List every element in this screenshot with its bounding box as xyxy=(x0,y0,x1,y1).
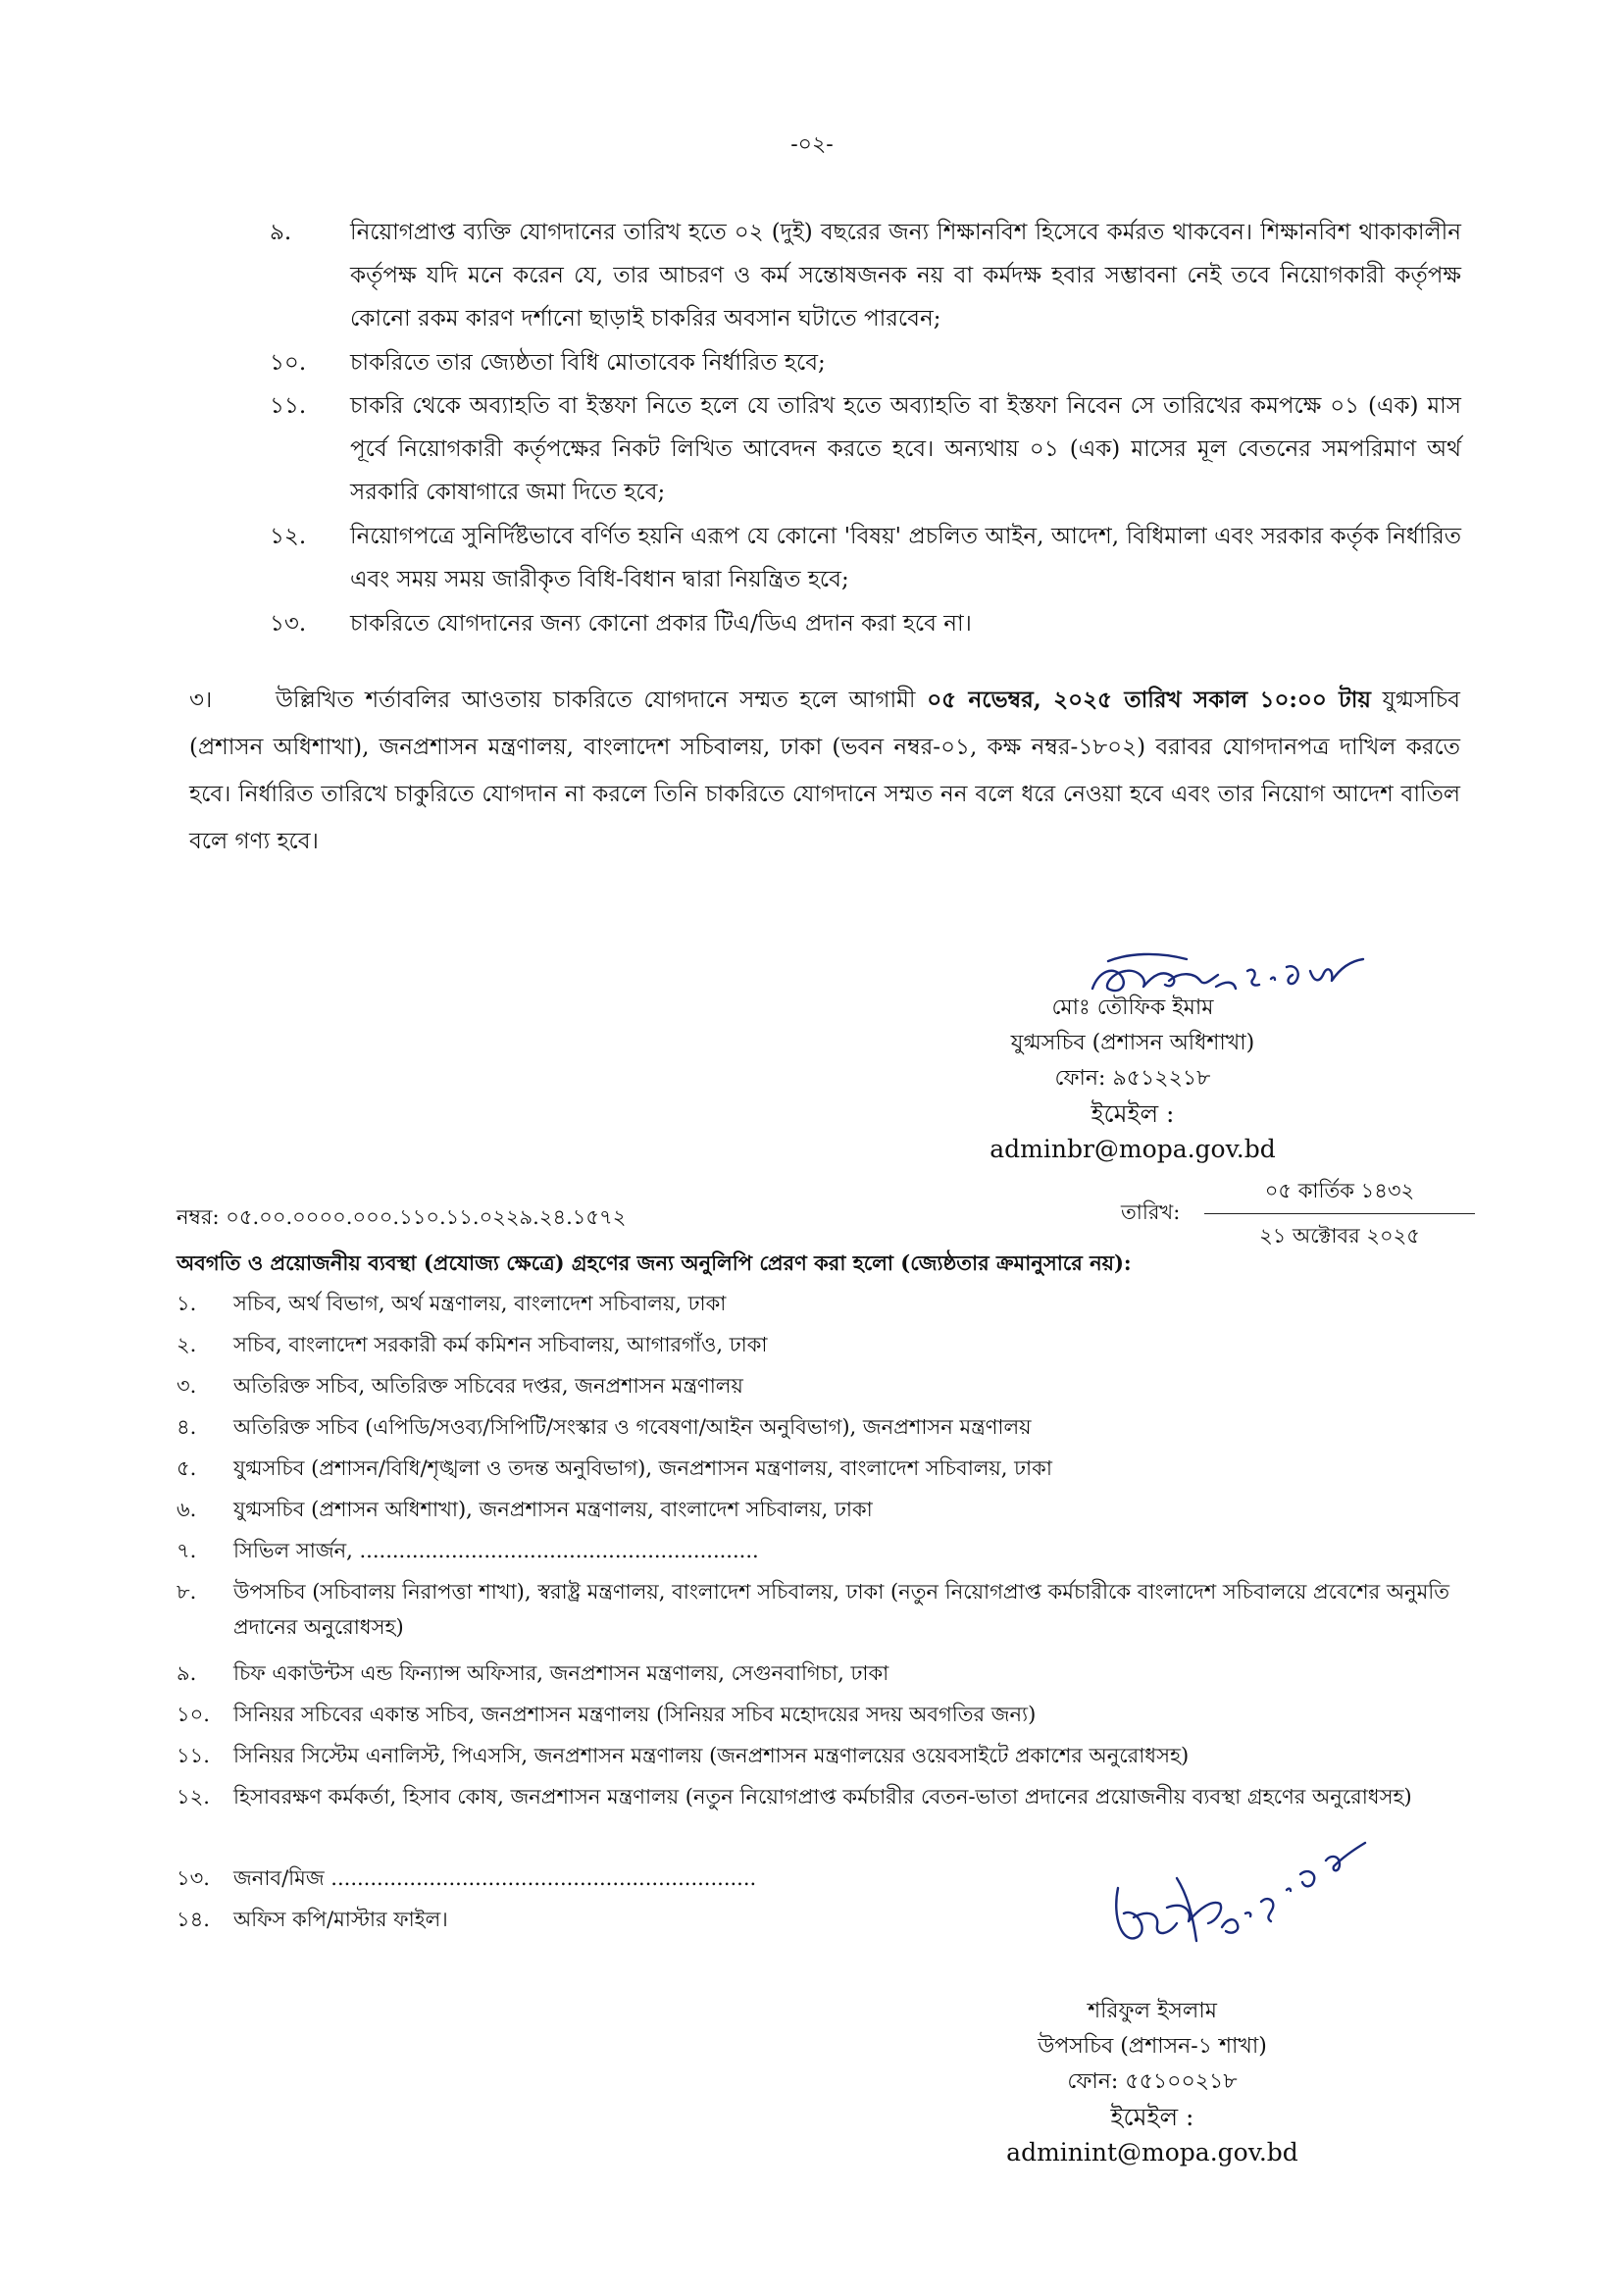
condition-text: চাকরিতে যোগদানের জন্য কোনো প্রকার টিএ/ডিএ প্রদান করা হবে না। xyxy=(350,611,972,637)
signatory-phone: ফোন: ৫৫১০০২১৮ xyxy=(1067,2069,1238,2094)
joining-deadline: ০৫ নভেম্বর, ২০২৫ তারিখ সকাল ১০:০০ টায় xyxy=(927,687,1371,713)
memo-date-bangla: ০৫ কার্তিক ১৪৩২ xyxy=(1204,1175,1475,1214)
copy-item-number: ১১. xyxy=(177,1744,210,1767)
paragraph-text-continued: যুগ্মসচিব (প্রশাসন অধিশাখা), জনপ্রশাসন মন্ত্রণালয়, বাংলাদেশ সচিবালয়, ঢাকা (ভবন নম্বর-০১, কক্ষ নম্বর-১৮০২) বরাবর যোগদানপত্র দাখিল করতে হবে। নির্ধারিত তারিখে চাকুরিতে যোগদান না করলে তিনি চাকরিতে যোগদানে সম্মত নন বলে ধরে নেওয়া হবে এবং তার নিয়োগ আদেশ বাতিল বলে গণ্য হবে। xyxy=(189,688,1460,854)
copy-item-number: ১৩. xyxy=(177,1866,210,1890)
copy-item-text: হিসাবরক্ষণ কর্মকর্তা, হিসাব কোষ, জনপ্রশাসন মন্ত্রণালয় (নতুন নিয়োগপ্রাপ্ত কর্মচারীর বেতন-ভাতা প্রদানের প্রয়োজনীয় ব্যবস্থা গ্রহণের অনুরোধসহ) xyxy=(233,1785,1412,1809)
copy-item-text: অতিরিক্ত সচিব, অতিরিক্ত সচিবের দপ্তর, জনপ্রশাসন মন্ত্রণালয় xyxy=(233,1374,743,1398)
condition-number: ৯. xyxy=(270,220,292,245)
copy-item-number: ২. xyxy=(177,1333,197,1356)
page-number: -০২- xyxy=(790,132,834,157)
signatory-phone: ফোন: ৯৫১২২১৮ xyxy=(1054,1066,1211,1091)
paragraph-text: উল্লিখিত শর্তাবলির আওতায় চাকরিতে যোগদানে সম্মত হলে আগামী xyxy=(276,688,928,713)
copy-item-number: ১৪. xyxy=(177,1908,210,1931)
memo-reference-number: নম্বর: ০৫.০০.০০০০.০০০.১১০.১১.০২২৯.২৪.১৫৭২ xyxy=(177,1205,627,1229)
copy-item-text: সচিব, বাংলাদেশ সরকারী কর্ম কমিশন সচিবালয়, আগারগাঁও, ঢাকা xyxy=(233,1333,768,1356)
copy-item-text: চিফ একাউন্টস এন্ড ফিন্যান্স অফিসার, জনপ্রশাসন মন্ত্রণালয়, সেগুনবাগিচা, ঢাকা xyxy=(233,1661,889,1685)
copy-item-number: ৯. xyxy=(177,1661,197,1685)
condition-text: নিয়োগপত্রে সুনির্দিষ্টভাবে বর্ণিত হয়নি এরূপ যে কোনো 'বিষয়' প্রচলিত আইন, আদেশ, বিধিমালা এবং সরকার কর্তৃক নির্ধারিত এবং সময় সময় জারীকৃত বিধি-বিধান দ্বারা নিয়ন্ত্রিত হবে; xyxy=(350,524,1461,592)
copy-item-text: যুগ্মসচিব (প্রশাসন/বিধি/শৃঙ্খলা ও তদন্ত অনুবিভাগ), জনপ্রশাসন মন্ত্রণালয়, বাংলাদেশ সচিবালয়, ঢাকা xyxy=(233,1456,1052,1480)
signatory-designation: যুগ্মসচিব (প্রশাসন অধিশাখা) xyxy=(1010,1031,1255,1055)
memo-date-english: ২১ অক্টোবর ২০২৫ xyxy=(1259,1224,1420,1248)
condition-text: নিয়োগপ্রাপ্ত ব্যক্তি যোগদানের তারিখ হতে ০২ (দুই) বছরের জন্য শিক্ষানবিশ হিসেবে কর্মরত থাকবেন। শিক্ষানবিশ থাকাকালীন কর্তৃপক্ষ যদি মনে করেন যে, তার আচরণ ও কর্ম সন্তোষজনক নয় বা কর্মদক্ষ হবার সম্ভাবনা নেই তবে নিয়োগকারী কর্তৃপক্ষ কোনো রকম কারণ দর্শানো ছাড়াই চাকরির অবসান ঘটাতে পারবেন; xyxy=(350,220,1461,331)
copy-item-number: ১. xyxy=(177,1292,197,1315)
copy-item-text: সিভিল সার্জন, ............................................................. xyxy=(233,1539,759,1562)
copy-item-text: জনাব/মিজ ................................................................. xyxy=(233,1866,757,1890)
condition-number: ১২. xyxy=(270,524,307,549)
copy-heading: অবগতি ও প্রয়োজনীয় ব্যবস্থা (প্রযোজ্য ক্ষেত্রে) গ্রহণের জন্য অনুলিপি প্রেরণ করা হলো (জ্যেষ্ঠতার ক্রমানুসারে নয়): xyxy=(177,1250,1132,1275)
copy-item-number: ৬. xyxy=(177,1498,197,1521)
copy-item-number: ১০. xyxy=(177,1703,210,1726)
condition-number: ১০. xyxy=(270,350,307,376)
copy-item-text: সচিব, অর্থ বিভাগ, অর্থ মন্ত্রণালয়, বাংলাদেশ সচিবালয়, ঢাকা xyxy=(233,1292,727,1315)
memo-date-label: তারিখ: xyxy=(1121,1200,1181,1224)
copy-item-number: ১২. xyxy=(177,1785,210,1809)
joining-paragraph xyxy=(189,677,1460,865)
copy-item-text: সিনিয়র সচিবের একান্ত সচিব, জনপ্রশাসন মন্ত্রণালয় (সিনিয়র সচিব মহোদয়ের সদয় অবগতির জন্য) xyxy=(233,1703,1037,1726)
memo-date xyxy=(1204,1175,1475,1254)
signatory-block xyxy=(946,991,1319,1167)
signatory-email: ইমেইল : adminbr@mopa.gov.bd xyxy=(990,1099,1276,1163)
copy-item-text: সিনিয়র সিস্টেম এনালিস্ট, পিএসসি, জনপ্রশাসন মন্ত্রণালয় (জনপ্রশাসন মন্ত্রণালয়ের ওয়েবসাইটে প্রকাশের অনুরোধসহ) xyxy=(233,1744,1190,1767)
condition-text: চাকরি থেকে অব্যাহতি বা ইস্তফা নিতে হলে যে তারিখ হতে অব্যাহতি বা ইস্তফা নিবেন সে তারিখের কমপক্ষে ০১ (এক) মাস পূর্বে নিয়োগকারী কর্তৃপক্ষের নিকট লিখিত আবেদন করতে হবে। অন্যথায় ০১ (এক) মাসের মূল বেতনের সমপরিমাণ অর্থ সরকারি কোষাগারে জমা দিতে হবে; xyxy=(350,393,1461,505)
copy-item-number: ৩. xyxy=(177,1374,197,1398)
copy-item-number: ৭. xyxy=(177,1539,197,1562)
copy-item-text: উপসচিব (সচিবালয় নিরাপত্তা শাখা), স্বরাষ্ট্র মন্ত্রণালয়, বাংলাদেশ সচিবালয়, ঢাকা (নতুন নিয়োগপ্রাপ্ত কর্মচারীকে বাংলাদেশ সচিবালয়ে প্রবেশের অনুমতি প্রদানের অনুরোধসহ) xyxy=(233,1580,1450,1639)
copy-item-text: অতিরিক্ত সচিব (এপিডি/সওব্য/সিপিটি/সংস্কার ও গবেষণা/আইন অনুবিভাগ), জনপ্রশাসন মন্ত্রণালয় xyxy=(233,1415,1032,1439)
condition-number: ১১. xyxy=(270,393,307,419)
copy-item-text: যুগ্মসচিব (প্রশাসন অধিশাখা), জনপ্রশাসন মন্ত্রণালয়, বাংলাদেশ সচিবালয়, ঢাকা xyxy=(233,1498,873,1521)
signatory-name: শরিফুল ইসলাম xyxy=(1088,1999,1217,2023)
paragraph-number: ৩। xyxy=(189,688,213,713)
signatory-designation: উপসচিব (প্রশাসন-১ শাখা) xyxy=(1038,2034,1267,2059)
signature-shariful-islam xyxy=(1098,1819,1393,1966)
signatory-name: মোঃ তৌফিক ইমাম xyxy=(1051,995,1214,1020)
copy-item-text: অফিস কপি/মাস্টার ফাইল। xyxy=(233,1908,448,1931)
copy-item-number: ৮. xyxy=(177,1580,197,1604)
condition-number: ১৩. xyxy=(270,611,307,637)
copy-item-number: ৫. xyxy=(177,1456,197,1480)
signatory-block xyxy=(966,1994,1339,2170)
condition-text: চাকরিতে তার জ্যেষ্ঠতা বিধি মোতাবেক নির্ধারিত হবে; xyxy=(350,350,826,376)
copy-item-number: ৪. xyxy=(177,1415,197,1439)
signatory-email: ইমেইল : adminint@mopa.gov.bd xyxy=(1006,2103,1298,2167)
